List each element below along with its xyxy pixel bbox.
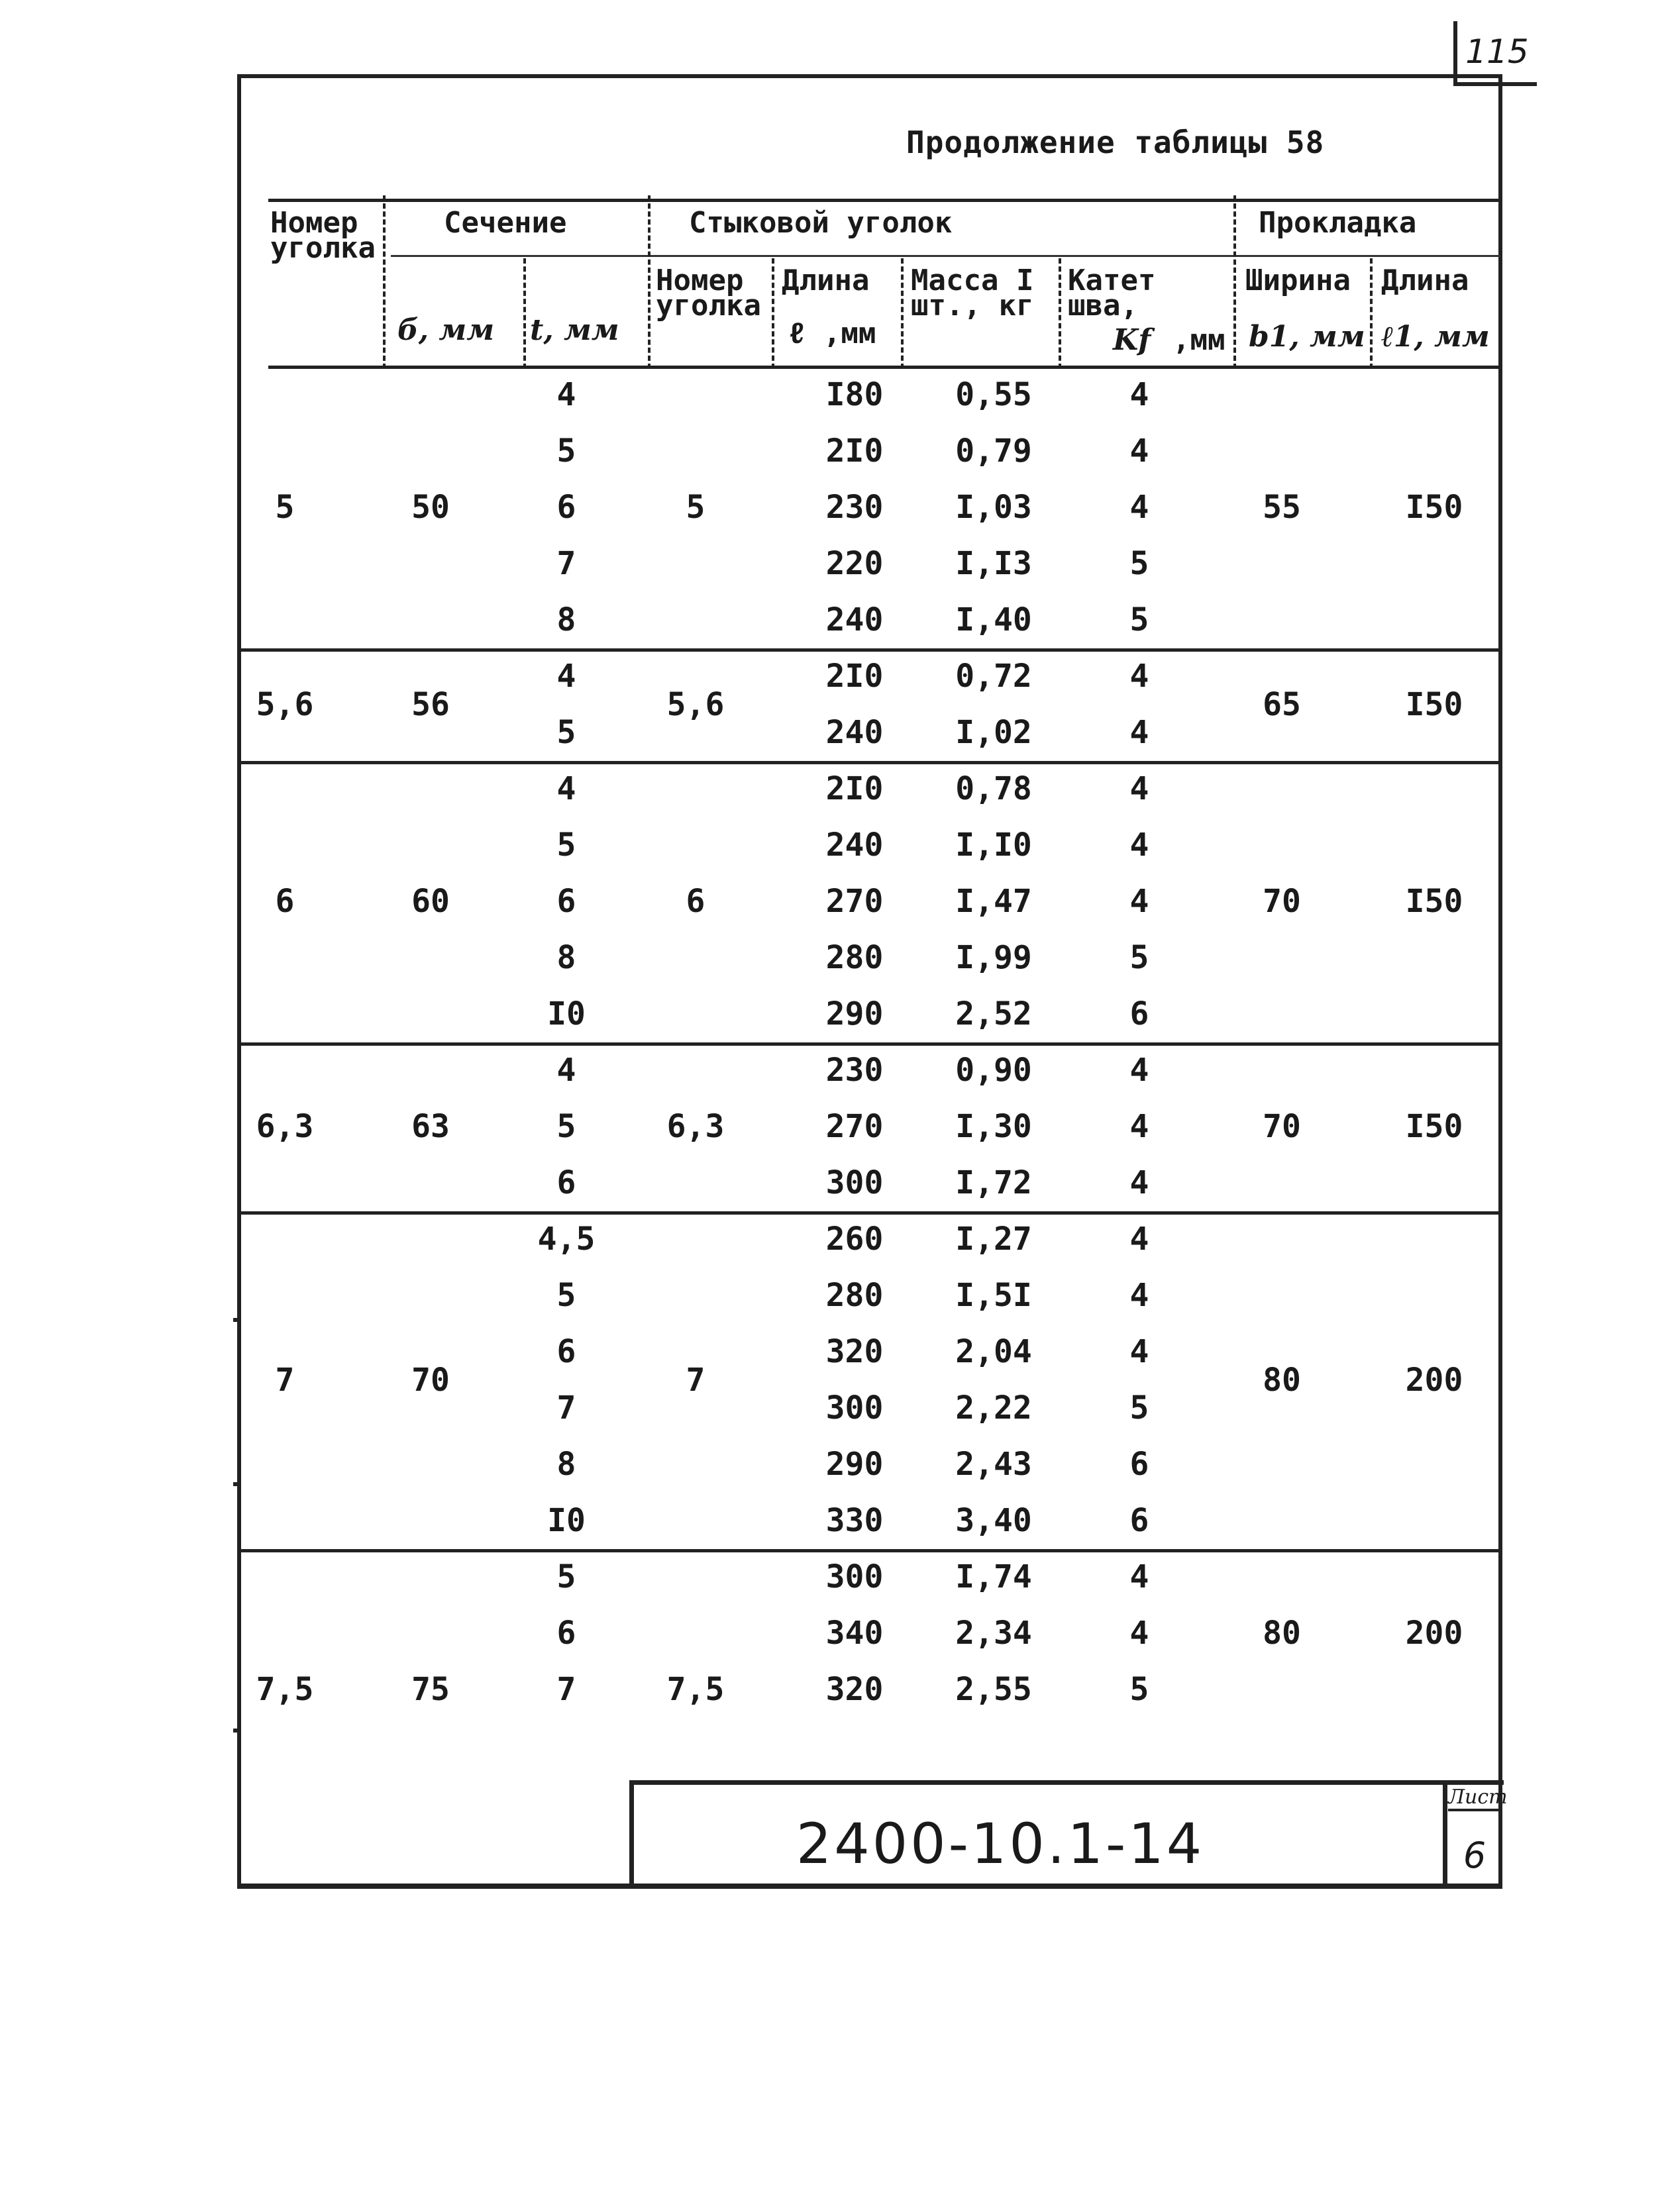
cell-len: 320	[825, 1333, 884, 1370]
cell-group-pad-width: 80	[1263, 1615, 1301, 1652]
cell-t: 4	[556, 770, 576, 807]
cell-weld: 4	[1129, 658, 1149, 695]
cell-weld: 4	[1129, 489, 1149, 526]
group-separator	[240, 1211, 1498, 1215]
cell-mass: I,72	[955, 1164, 1032, 1201]
cell-len: 280	[825, 939, 884, 976]
cell-mass: I,40	[955, 601, 1032, 638]
header-divider	[383, 195, 386, 369]
cell-t: 5	[556, 1277, 576, 1314]
cell-len: 230	[825, 1052, 884, 1089]
cell-group-b: 60	[411, 883, 450, 920]
cell-len: 330	[825, 1502, 884, 1539]
cell-t: 7	[556, 1671, 576, 1708]
header-divider	[772, 258, 774, 369]
cell-mass: 2,22	[955, 1389, 1032, 1427]
cell-mass: I,02	[955, 714, 1032, 751]
cell-mass: 0,72	[955, 658, 1032, 695]
cell-t: 5	[556, 714, 576, 751]
cell-group-pad-width: 70	[1263, 883, 1301, 920]
cell-group-joint: 7,5	[666, 1671, 725, 1708]
cell-group-joint: 7	[686, 1361, 705, 1399]
cell-group-number: 6	[275, 883, 295, 920]
group-separator	[240, 648, 1498, 652]
header-sub-rule	[391, 255, 1500, 257]
cell-weld: 5	[1129, 1389, 1149, 1427]
cell-mass: 0,79	[955, 432, 1032, 470]
cell-weld: 4	[1129, 1221, 1149, 1258]
cell-len: 300	[825, 1558, 884, 1595]
header-weld-title: Катет шва,	[1068, 264, 1156, 323]
cell-t: 8	[556, 1446, 576, 1483]
cell-len: 270	[825, 883, 884, 920]
cell-t: I0	[547, 995, 586, 1032]
cell-group-pad-length: I50	[1405, 489, 1463, 526]
cell-t: 7	[556, 545, 576, 582]
group-separator	[240, 1042, 1498, 1046]
cell-group-pad-length: I50	[1405, 1108, 1463, 1145]
cell-t: 6	[556, 1333, 576, 1370]
cell-mass: I,30	[955, 1108, 1032, 1145]
cell-len: 300	[825, 1164, 884, 1201]
cell-t: 8	[556, 939, 576, 976]
cell-t: 5	[556, 1558, 576, 1595]
cell-group-joint: 5	[686, 489, 705, 526]
cell-group-pad-length: 200	[1405, 1615, 1463, 1652]
cell-weld: 4	[1129, 1277, 1149, 1314]
cell-group-number: 5,6	[256, 685, 314, 723]
cell-group-pad-width: 65	[1263, 685, 1301, 723]
cell-weld: 6	[1129, 995, 1149, 1032]
cell-weld: 4	[1129, 827, 1149, 864]
cell-t: 5	[556, 432, 576, 470]
cell-len: 290	[825, 1446, 884, 1483]
cell-len: 290	[825, 995, 884, 1032]
cell-group-pad-length: 200	[1405, 1361, 1463, 1399]
cell-len: 270	[825, 1108, 884, 1145]
header-bottom-rule	[268, 366, 1500, 369]
cell-len: 240	[825, 827, 884, 864]
cell-t: 4,5	[537, 1221, 596, 1258]
group-separator	[240, 1549, 1498, 1552]
header-angle-number: Номер уголка	[270, 206, 376, 265]
cell-weld: 6	[1129, 1446, 1149, 1483]
cell-mass: 0,90	[955, 1052, 1032, 1089]
cell-t: 4	[556, 1052, 576, 1089]
cell-group-joint: 6	[686, 883, 705, 920]
header-pad-length-title: Длина	[1381, 264, 1469, 297]
cell-t: 4	[556, 376, 576, 413]
cell-mass: 2,52	[955, 995, 1032, 1032]
cell-group-number: 5	[275, 489, 295, 526]
cell-group-pad-width: 55	[1263, 489, 1301, 526]
cell-mass: I,03	[955, 489, 1032, 526]
cell-group-b: 56	[411, 685, 450, 723]
sheet-value: 6	[1463, 1835, 1486, 1876]
cell-group-number: 7,5	[256, 1671, 314, 1708]
cell-len: 320	[825, 1671, 884, 1708]
cell-mass: 2,43	[955, 1446, 1032, 1483]
cell-weld: 4	[1129, 376, 1149, 413]
header-divider	[1233, 195, 1236, 369]
cell-weld: 4	[1129, 883, 1149, 920]
cell-mass: I,74	[955, 1558, 1032, 1595]
header-divider	[901, 258, 904, 369]
header-joint-number: Номер уголка	[656, 264, 761, 323]
cell-t: 6	[556, 1615, 576, 1652]
cell-weld: 4	[1129, 1558, 1149, 1595]
header-weld-symbol: Kf	[1113, 323, 1151, 357]
header-t	[530, 313, 619, 347]
cell-group-b: 75	[411, 1671, 450, 1708]
cell-len: 2I0	[825, 432, 884, 470]
margin-tick	[233, 1482, 240, 1486]
cell-weld: 6	[1129, 1502, 1149, 1539]
cell-mass: 2,55	[955, 1671, 1032, 1708]
cell-mass: I,I3	[955, 545, 1032, 582]
document-code: 2400-10.1-14	[796, 1811, 1205, 1876]
cell-mass: 0,78	[955, 770, 1032, 807]
cell-len: 220	[825, 545, 884, 582]
header-top-rule	[268, 199, 1500, 202]
cell-len: 280	[825, 1277, 884, 1314]
header-divider	[523, 258, 526, 369]
cell-t: 6	[556, 1164, 576, 1201]
cell-mass: I,5I	[955, 1277, 1032, 1314]
cell-weld: 5	[1129, 545, 1149, 582]
cell-t: 4	[556, 658, 576, 695]
cell-group-pad-width: 80	[1263, 1361, 1301, 1399]
cell-weld: 4	[1129, 714, 1149, 751]
margin-tick	[233, 1729, 240, 1733]
group-separator	[240, 761, 1498, 764]
cell-t: 5	[556, 1108, 576, 1145]
cell-t: 6	[556, 489, 576, 526]
cell-len: 240	[825, 714, 884, 751]
cell-weld: 4	[1129, 1052, 1149, 1089]
header-pad-width-title: Ширина	[1245, 264, 1351, 297]
cell-mass: I,I0	[955, 827, 1032, 864]
header-length-title: Длина	[782, 264, 870, 297]
cell-mass: I,27	[955, 1221, 1032, 1258]
cell-t: 7	[556, 1389, 576, 1427]
cell-len: 2I0	[825, 658, 884, 695]
cell-mass: 2,34	[955, 1615, 1032, 1652]
header-divider	[1059, 258, 1061, 369]
header-pad: Прокладка	[1259, 206, 1417, 240]
cell-group-b: 70	[411, 1361, 450, 1399]
cell-weld: 4	[1129, 770, 1149, 807]
cell-weld: 4	[1129, 432, 1149, 470]
cell-len: 230	[825, 489, 884, 526]
header-b	[397, 313, 495, 347]
header-pad-length-unit: ℓ1, мм	[1381, 320, 1490, 354]
cell-t: I0	[547, 1502, 586, 1539]
cell-group-pad-width: 70	[1263, 1108, 1301, 1145]
header-weld-unit: ,мм	[1173, 323, 1225, 357]
cell-t: 8	[556, 601, 576, 638]
header-length-unit: ℓ ,мм	[788, 317, 876, 350]
cell-t: 6	[556, 883, 576, 920]
header-b-label: б, мм	[397, 313, 495, 347]
cell-weld: 4	[1129, 1333, 1149, 1370]
cell-group-pad-length: I50	[1405, 685, 1463, 723]
header-pad-width-unit: b1, мм	[1249, 320, 1365, 354]
header-divider	[1370, 258, 1373, 369]
cell-weld: 4	[1129, 1164, 1149, 1201]
header-t-label: t, мм	[530, 313, 619, 347]
header-divider	[648, 195, 651, 369]
table-caption: Продолжение таблицы 58	[906, 125, 1325, 160]
cell-weld: 5	[1129, 1671, 1149, 1708]
header-section: Сечение	[444, 206, 567, 240]
header-mass: Масса I шт., кг	[911, 264, 1034, 323]
cell-group-number: 6,3	[256, 1108, 314, 1145]
cell-group-b: 50	[411, 489, 450, 526]
cell-len: I80	[825, 376, 884, 413]
cell-len: 240	[825, 601, 884, 638]
cell-weld: 4	[1129, 1108, 1149, 1145]
cell-mass: I,47	[955, 883, 1032, 920]
cell-weld: 4	[1129, 1615, 1149, 1652]
cell-len: 260	[825, 1221, 884, 1258]
cell-group-pad-length: I50	[1405, 883, 1463, 920]
cell-t: 5	[556, 827, 576, 864]
margin-tick	[233, 1318, 240, 1322]
cell-group-number: 7	[275, 1361, 295, 1399]
cell-group-joint: 5,6	[666, 685, 725, 723]
cell-mass: 3,40	[955, 1502, 1032, 1539]
cell-mass: I,99	[955, 939, 1032, 976]
header-joint-angle: Стыковой уголок	[689, 206, 953, 240]
cell-len: 340	[825, 1615, 884, 1652]
cell-len: 2I0	[825, 770, 884, 807]
cell-group-joint: 6,3	[666, 1108, 725, 1145]
cell-group-b: 63	[411, 1108, 450, 1145]
sheet-number: 115	[1453, 21, 1537, 86]
cell-len: 300	[825, 1389, 884, 1427]
cell-mass: 0,55	[955, 376, 1032, 413]
cell-weld: 5	[1129, 601, 1149, 638]
sheet-label: Лист	[1448, 1785, 1501, 1811]
cell-mass: 2,04	[955, 1333, 1032, 1370]
cell-weld: 5	[1129, 939, 1149, 976]
